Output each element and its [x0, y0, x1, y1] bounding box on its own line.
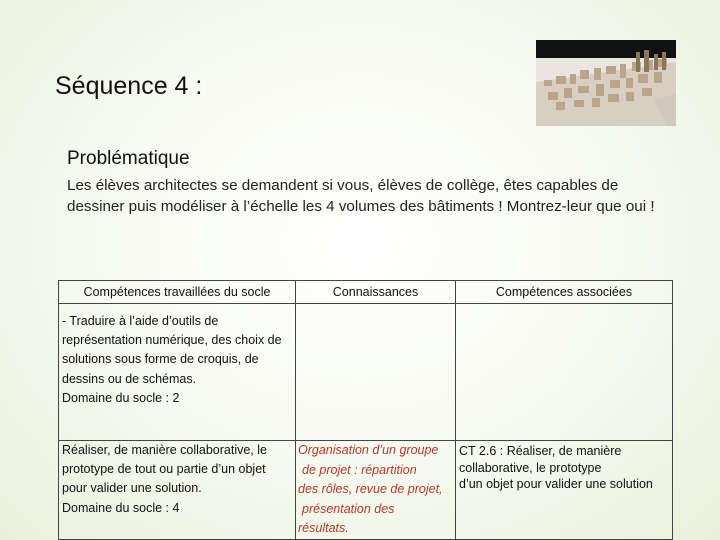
text-line: pour valider une solution. [62, 481, 202, 496]
text-line: dessins ou de schémas. [62, 371, 197, 386]
header-connaissances: Connaissances [296, 281, 456, 304]
text-line: Domaine du socle : 2 [62, 390, 180, 405]
text-line: Réaliser, de manière collaborative, le [62, 443, 267, 457]
city-model-image [536, 40, 676, 126]
table-row [59, 441, 673, 540]
text-line: présentation des [302, 501, 395, 516]
text-line: représentation numérique, des choix de [62, 333, 282, 348]
text-line: solutions sous forme de croquis, de [62, 352, 259, 367]
problematique-text: Les élèves architectes se demandent si vous, élèves de collège, êtes capables de dessiner puis modéliser à l’échelle les 4 volumes des bâtiments ! Montrez-leur que oui ! [67, 177, 655, 215]
socle-cell [59, 441, 296, 540]
header-socle: Compétences travaillées du socle [59, 281, 296, 304]
text-line: collaborative, le prototype [459, 460, 602, 475]
text-line: Organisation d’un groupe [298, 443, 439, 457]
text-line: d’un objet pour valider une solution [459, 477, 653, 491]
connaissances-cell [296, 441, 456, 540]
slide-title: Séquence 4 : [55, 72, 203, 100]
socle-cell [59, 304, 296, 441]
header-associees: Compétences associées [456, 281, 673, 304]
text-line: des rôles, revue de projet, [298, 482, 443, 496]
associees-cell [456, 304, 673, 441]
text-line: Domaine du socle : 4 [62, 500, 180, 515]
table-header-row [59, 281, 673, 304]
text-line: prototype de tout ou partie d’un objet [62, 462, 266, 477]
text-line: résultats. [298, 521, 349, 535]
associees-cell [456, 441, 673, 540]
connaissances-cell [296, 304, 456, 441]
text-line: de projet : répartition [302, 462, 417, 477]
competences-table [58, 280, 673, 540]
problematique-heading: Problématique [67, 148, 190, 169]
text-line: - Traduire à l’aide d’outils de [62, 314, 219, 328]
table-row [59, 304, 673, 441]
text-line: CT 2.6 : Réaliser, de manière [459, 444, 622, 458]
